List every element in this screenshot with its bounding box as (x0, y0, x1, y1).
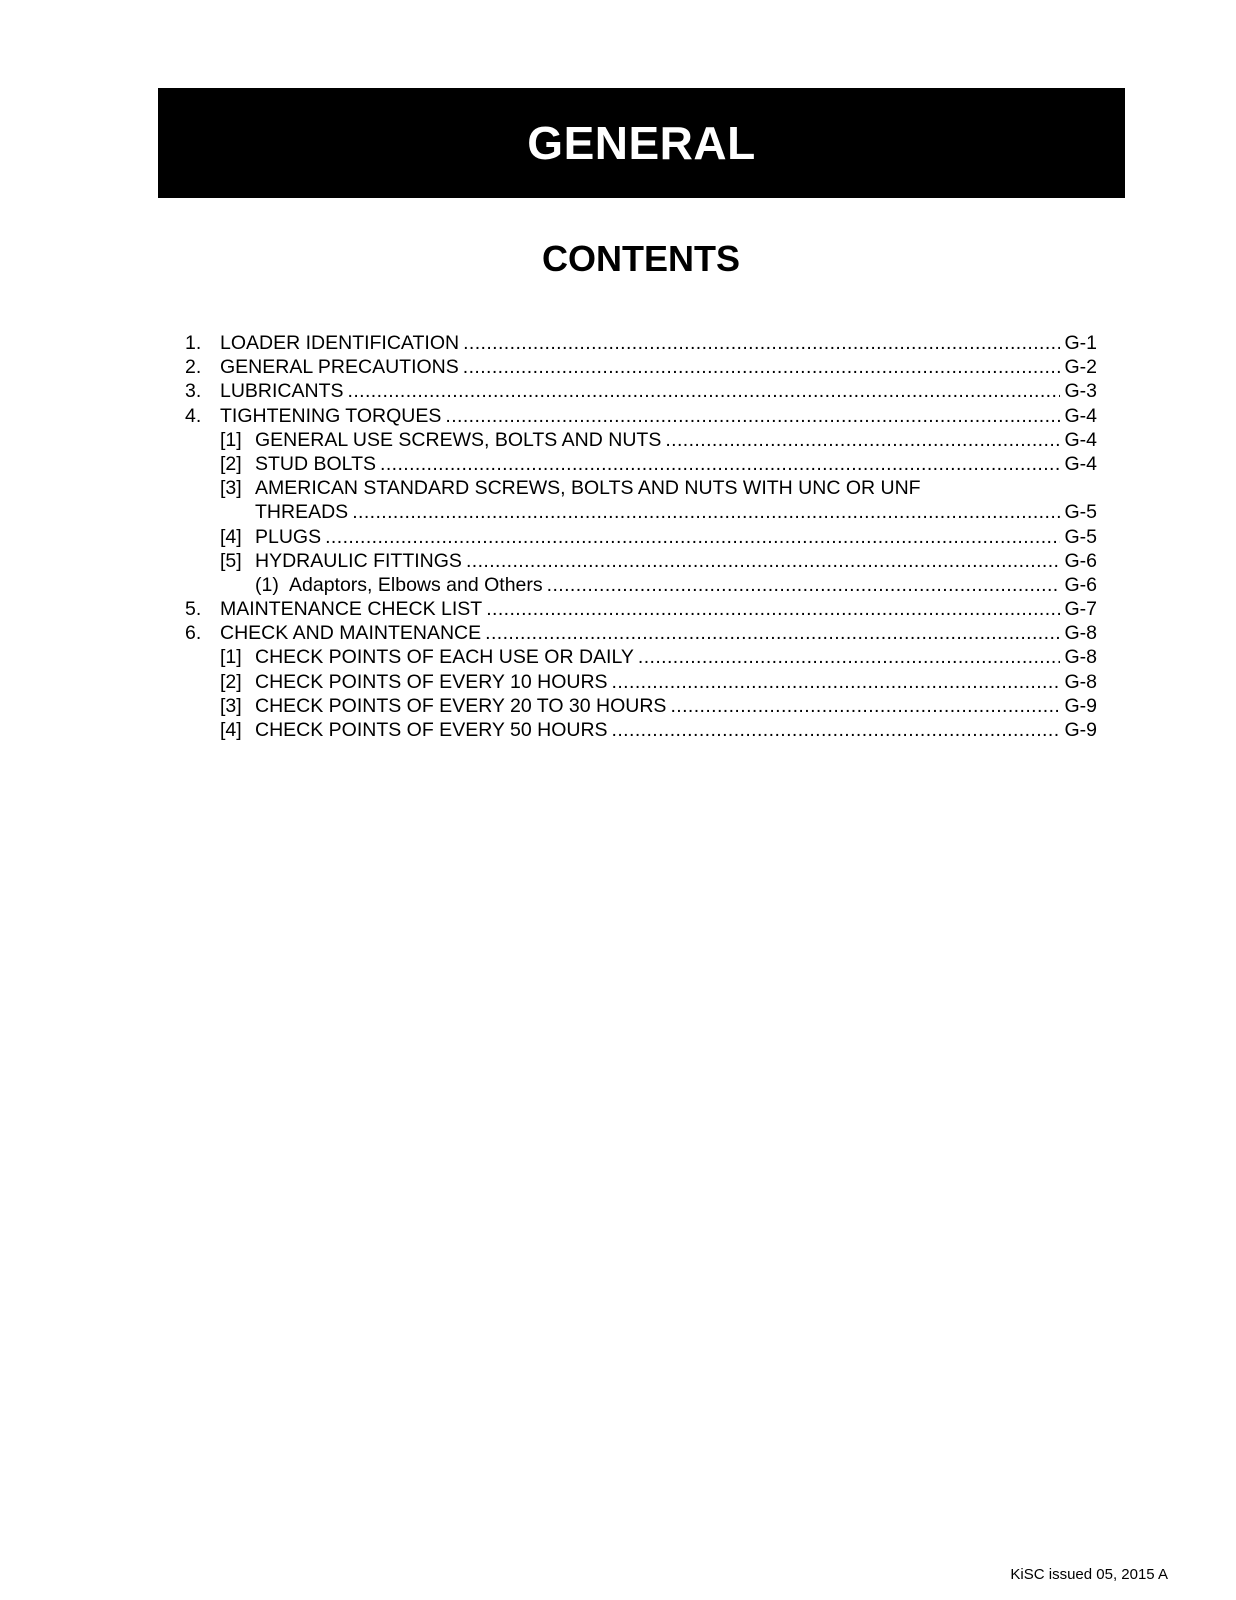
toc-entry-page: G-4 (1064, 404, 1097, 427)
toc-entry-title: CHECK POINTS OF EVERY 10 HOURS (255, 670, 608, 693)
toc-entry-number: 3. (185, 380, 202, 403)
table-of-contents (185, 331, 1097, 742)
toc-entry-title: Adaptors, Elbows and Others (289, 573, 543, 596)
chapter-banner (158, 88, 1125, 198)
toc-entry-title: CHECK POINTS OF EACH USE OR DAILY (255, 646, 634, 669)
toc-entry-page: G-8 (1064, 670, 1097, 693)
toc-entry-number: 4. (185, 404, 202, 427)
toc-entry-page: G-7 (1064, 598, 1097, 621)
toc-entry-title: HYDRAULIC FITTINGS (255, 549, 462, 572)
toc-entry-number: 6. (185, 622, 202, 645)
contents-heading: CONTENTS (542, 238, 740, 279)
toc-dot-leader (348, 379, 1061, 403)
toc-entry-title: AMERICAN STANDARD SCREWS, BOLTS AND NUTS WITH UNC OR UNF (255, 477, 921, 500)
toc-entry-number: [5] (220, 549, 242, 572)
toc-entry-title: TIGHTENING TORQUES (220, 404, 442, 427)
toc-subentry[interactable] (185, 549, 1097, 573)
toc-dot-leader (466, 549, 1061, 573)
toc-dot-leader (486, 597, 1060, 621)
toc-dot-leader (612, 718, 1061, 742)
toc-subentry[interactable] (185, 452, 1097, 476)
toc-subentry[interactable] (185, 718, 1097, 742)
toc-entry-title: CHECK POINTS OF EVERY 50 HOURS (255, 719, 608, 741)
toc-dot-leader (612, 670, 1061, 694)
toc-entry-title: PLUGS (255, 525, 322, 548)
toc-entry-title: GENERAL USE SCREWS, BOLTS AND NUTS (255, 428, 662, 451)
toc-subentry[interactable] (185, 428, 1097, 452)
toc-entry-number: [2] (220, 670, 242, 693)
toc-entry-title: STUD BOLTS (255, 452, 376, 475)
toc-entry-title: LOADER IDENTIFICATION (220, 332, 460, 354)
toc-dot-leader (463, 331, 1060, 355)
toc-entry-number: 5. (185, 598, 202, 621)
toc-entry-page: G-3 (1064, 380, 1097, 403)
toc-entry-number: [4] (220, 719, 242, 741)
toc-entry-page: G-8 (1064, 646, 1097, 669)
toc-entry-page: G-9 (1064, 694, 1097, 717)
toc-dot-leader (380, 452, 1060, 476)
toc-subentry-continuation[interactable] (185, 500, 1097, 524)
toc-entry-page: G-4 (1064, 428, 1097, 451)
toc-entry[interactable] (185, 597, 1097, 621)
toc-entry[interactable] (185, 621, 1097, 645)
toc-entry-number: 2. (185, 356, 202, 379)
toc-entry-title: GENERAL PRECAUTIONS (220, 356, 459, 379)
toc-entry-title: THREADS (255, 501, 349, 524)
toc-entry-page: G-6 (1064, 549, 1097, 572)
toc-dot-leader (325, 525, 1060, 549)
toc-entry-page: G-4 (1064, 452, 1097, 475)
toc-subentry[interactable] (185, 670, 1097, 694)
toc-entry-title: CHECK AND MAINTENANCE (220, 622, 482, 645)
toc-entry[interactable] (185, 404, 1097, 428)
toc-dot-leader (352, 500, 1060, 524)
toc-dot-leader (638, 645, 1061, 669)
toc-entry-page: G-5 (1064, 525, 1097, 548)
toc-dot-leader (445, 404, 1060, 428)
toc-entry-page: G-5 (1064, 501, 1097, 524)
toc-entry-number: [1] (220, 646, 242, 669)
toc-entry[interactable] (185, 331, 1097, 355)
toc-subentry[interactable] (185, 645, 1097, 669)
toc-entry-number: 1. (185, 332, 202, 354)
toc-subentry[interactable] (185, 476, 1097, 500)
toc-entry-title: MAINTENANCE CHECK LIST (220, 598, 483, 621)
toc-subentry[interactable] (185, 694, 1097, 718)
toc-dot-leader (463, 355, 1061, 379)
toc-subsubentry[interactable] (185, 573, 1097, 597)
toc-dot-leader (547, 573, 1061, 597)
chapter-title: GENERAL (527, 117, 756, 169)
toc-dot-leader (665, 428, 1060, 452)
toc-entry-title: LUBRICANTS (220, 380, 344, 403)
toc-entry-number: [3] (220, 477, 242, 500)
toc-entry[interactable] (185, 379, 1097, 403)
toc-dot-leader (670, 694, 1060, 718)
footer-issue-note: KiSC issued 05, 2015 A (1010, 1566, 1168, 1583)
toc-entry-number: [2] (220, 452, 242, 475)
toc-entry[interactable] (185, 355, 1097, 379)
toc-entry-page: G-8 (1064, 622, 1097, 645)
toc-entry-number: [3] (220, 694, 242, 717)
toc-entry-number: [4] (220, 525, 242, 548)
toc-entry-page: G-9 (1064, 719, 1097, 741)
toc-entry-page: G-6 (1064, 573, 1097, 596)
toc-entry-number: [1] (220, 428, 242, 451)
toc-dot-leader (485, 621, 1060, 645)
toc-subentry[interactable] (185, 525, 1097, 549)
toc-entry-title: CHECK POINTS OF EVERY 20 TO 30 HOURS (255, 694, 667, 717)
toc-entry-number: (1) (255, 573, 279, 596)
toc-entry-page: G-2 (1064, 356, 1097, 379)
toc-entry-page: G-1 (1064, 332, 1097, 354)
